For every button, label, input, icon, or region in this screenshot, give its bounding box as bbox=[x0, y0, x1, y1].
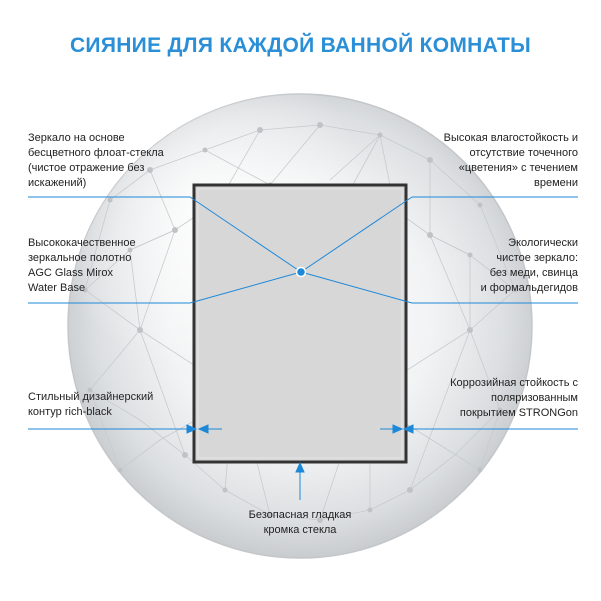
center-point-marker bbox=[297, 268, 306, 277]
callout-moisture-resistance: Высокая влагостойкость и отсутствие точечного «цветения» с течением времени bbox=[443, 132, 578, 189]
page-title: СИЯНИЕ ДЛЯ КАЖДОЙ ВАННОЙ КОМНАТЫ bbox=[69, 34, 532, 57]
callout-safe-edge: Безопасная гладкая кромка стекла bbox=[248, 509, 352, 536]
callout-rich-black-contour: Стильный дизайнерский контур rich-black bbox=[28, 391, 154, 418]
callout-eco-mirror: Экологически чистое зеркало: без меди, свинца и формальдегидов bbox=[480, 237, 578, 294]
callout-float-glass: Зеркало на основе бесцветного флоат-стекла (чистое отражение без искажений) bbox=[28, 132, 164, 189]
mirror-panel bbox=[194, 185, 406, 462]
callout-mirror-canvas: Высококачественное зеркальное полотно AGC Glass Mirox Water Base bbox=[28, 237, 136, 294]
callout-corrosion-resistance: Коррозийная стойкость с поляризованным покрытием STRONGon bbox=[450, 377, 578, 419]
